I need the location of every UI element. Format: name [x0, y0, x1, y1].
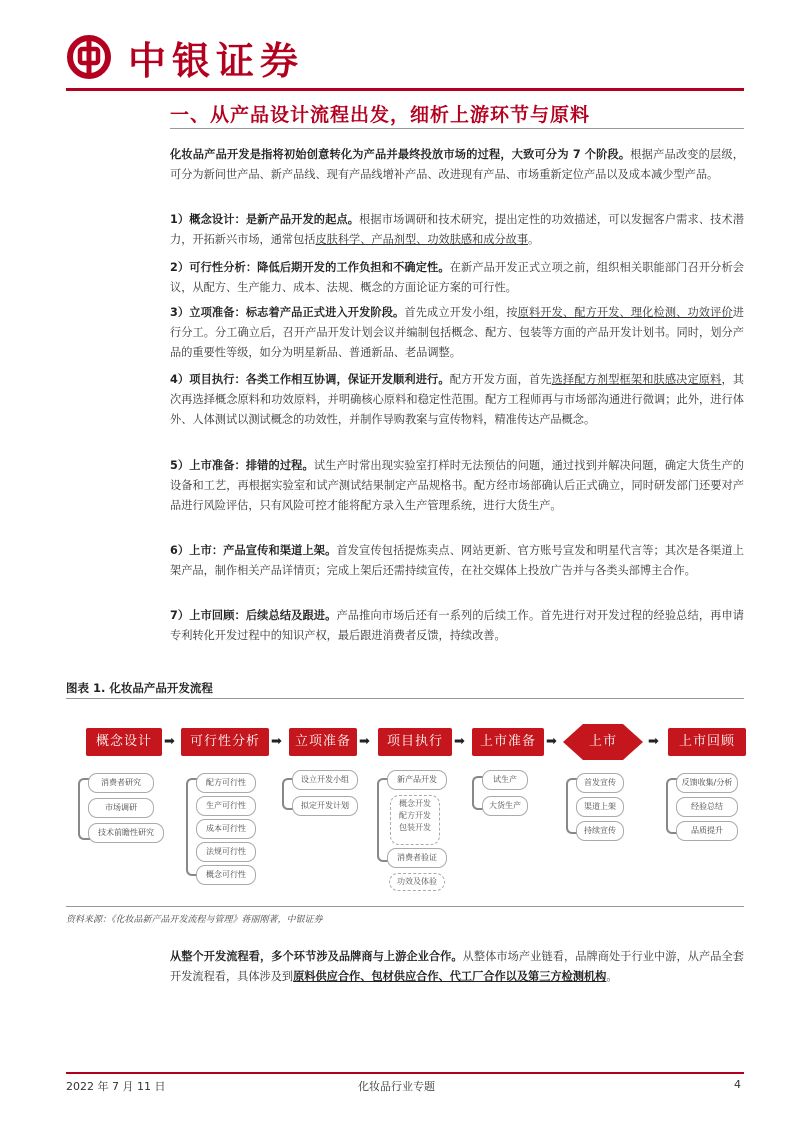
sub-item: 包装开发 [399, 823, 431, 832]
sub-item: 消费者研究 [88, 773, 154, 793]
sub-group-dashed [390, 795, 440, 845]
step-4-bold: 4）项目执行：各类工作相互协调，保证开发顺利进行。 [170, 373, 450, 386]
arrow-icon: ➡ [454, 734, 465, 749]
title-rule [170, 128, 744, 129]
step-7-text: 产品推向市场后还有一系列的后续工作。首先进行对开发过程的经验总结，再申请专利转化开发过程中的知识产权，最后跟进消费者反馈，持续改善。 [170, 609, 744, 642]
figure-bottom-rule [66, 906, 744, 907]
arrow-icon: ➡ [648, 734, 659, 749]
stage-feasibility: 可行性分析 [181, 728, 269, 756]
sub-item: 市场调研 [88, 798, 154, 818]
step-6-text: 首发宣传包括提炼卖点、网站更新、官方账号宣发和明星代言等；其次是各渠道上架产品，制作相关产品详情页；完成上架后还需持续宣传，在社交媒体上投放广告并与各类头部博主合作。 [170, 544, 744, 577]
sub-item: 成本可行性 [196, 819, 256, 839]
arrow-icon: ➡ [359, 734, 370, 749]
step-3-bold: 3）立项准备：标志着产品正式进入开发阶段。 [170, 306, 405, 319]
step-4-tail: ，其次再选择概念原料和功效原料，并明确核心原料和稳定性范围。配方工程师再与市场部沟通进行微调；此外，进行体外、人体测试以测试概念的功效性，并制作导购教案与宣传物料，精准传达产品概念。 [170, 373, 744, 426]
header-rule [66, 88, 744, 91]
closing-bold-underline: 原料供应合作、包材供应合作、代工厂合作以及第三方检测机构 [293, 970, 607, 983]
intro-paragraph [170, 145, 744, 185]
step-5 [170, 456, 744, 516]
step-2 [170, 258, 744, 298]
closing-tail: 。 [606, 970, 618, 983]
figure-title: 图表 1. 化妆品产品开发流程 [66, 681, 213, 695]
page-number: 4 [734, 1078, 741, 1091]
step-7 [170, 606, 744, 646]
footer-rule [66, 1072, 744, 1074]
sub-item: 首发宣传 [576, 773, 624, 793]
step-2-text: 在新产品开发正式立项之前，组织相关职能部门召开分析会议，从配方、生产能力、成本、法规、概念的方面论证方案的可行性。 [170, 261, 744, 294]
bank-of-china-logo-icon [66, 34, 112, 80]
section-title: 一、从产品设计流程出发，细析上游环节与原料 [170, 104, 591, 126]
step-3-tail: 进行分工。分工确立后，召开产品开发计划会议并编制包括概念、配方、包装等方面的产品开发计划书。同时，划分产品的重要性等级，如分为明星新品、普通新品、老品调整。 [170, 306, 744, 359]
stage-execution: 项目执行 [378, 728, 452, 756]
arrow-icon: ➡ [546, 734, 557, 749]
sub-item: 概念可行性 [196, 865, 256, 885]
footer-date: 2022 年 7 月 11 日 [66, 1080, 166, 1093]
step-3 [170, 303, 744, 363]
step-1-bold: 1）概念设计：是新产品开发的起点。 [170, 213, 360, 226]
arrow-icon: ➡ [271, 734, 282, 749]
closing-text: 从整体市场产业链看，品牌商处于行业中游，从产品全套开发流程看，具体涉及到 [170, 950, 744, 983]
stage-launch-prep: 上市准备 [472, 728, 544, 756]
sub-item: 技术前瞻性研究 [88, 823, 164, 843]
figure-top-rule [66, 698, 744, 699]
intro-text: 根据产品改变的层级，可分为新问世产品、新产品线、现有产品线增补产品、改进现有产品、市场重新定位产品以及成本减少型产品。 [170, 148, 744, 181]
sub-item: 消费者验证 [387, 848, 447, 868]
step-6-bold: 6）上市：产品宣传和渠道上架。 [170, 544, 337, 557]
closing-paragraph [170, 947, 744, 987]
page-header [0, 0, 793, 100]
sub-item: 试生产 [482, 770, 528, 790]
brand-name: 中银证券 [128, 38, 305, 83]
step-2-bold: 2）可行性分析：降低后期开发的工作负担和不确定性。 [170, 261, 450, 274]
sub-item: 反馈收集/分析 [676, 773, 738, 793]
sub-item: 渠道上架 [576, 797, 624, 817]
sub-item: 持续宣传 [576, 821, 624, 841]
sub-item: 拟定开发计划 [292, 796, 358, 816]
sub-item-dashed: 功效及体验 [389, 873, 445, 891]
sub-item: 经验总结 [676, 797, 738, 817]
step-1 [170, 210, 744, 250]
sub-item: 生产可行性 [196, 796, 256, 816]
sub-item: 新产品开发 [387, 770, 447, 790]
step-4-underline: 选择配方剂型框架和肤感决定原料 [551, 373, 722, 386]
sub-item: 配方可行性 [196, 773, 256, 793]
footer-title: 化妆品行业专题 [358, 1080, 435, 1093]
sub-item: 大货生产 [482, 796, 528, 816]
sub-item: 法规可行性 [196, 842, 256, 862]
sub-item: 概念开发 [399, 799, 431, 808]
step-4-text: 配方开发方面，首先 [449, 373, 552, 386]
closing-bold: 从整个开发流程看，多个环节涉及品牌商与上游企业合作。 [170, 950, 463, 963]
stage-review: 上市回顾 [668, 728, 746, 756]
bracket [377, 778, 389, 862]
intro-bold: 化妆品产品开发是指将初始创意转化为产品并最终投放市场的过程，大致可分为 7 个阶段。 [170, 148, 631, 161]
step-1-text: 根据市场调研和技术研究，提出定性的功效描述，可以发掘客户需求、技术潜力，开拓新兴市场，通常包括 [170, 213, 744, 246]
sub-item: 设立开发小组 [292, 770, 358, 790]
step-3-underline: 原料开发、配方开发、理化检测、功效评价 [517, 306, 733, 319]
stage-launch: 上市 [588, 734, 617, 749]
sub-item: 品质提升 [676, 821, 738, 841]
step-1-underline: 皮肤科学、产品剂型、功效肤感和成分故事 [315, 233, 529, 246]
stage-project-setup: 立项准备 [289, 728, 357, 756]
sub-item: 配方开发 [399, 811, 431, 820]
figure-source: 资料来源：《化妆品新产品开发流程与管理》蒋丽刚著，中银证券 [66, 915, 323, 925]
step-7-bold: 7）上市回顾：后续总结及跟进。 [170, 609, 337, 622]
step-3-text: 首先成立开发小组，按 [404, 306, 518, 319]
stage-concept-design: 概念设计 [86, 728, 162, 756]
step-4 [170, 370, 744, 430]
arrow-icon: ➡ [164, 734, 175, 749]
step-6 [170, 541, 744, 581]
step-1-tail: 。 [528, 233, 540, 246]
step-5-bold: 5）上市准备：排错的过程。 [170, 459, 314, 472]
step-5-text: 试生产时常出现实验室打样时无法预估的问题，通过找到并解决问题，确定大货生产的设备和工艺，再根据实验室和试产测试结果制定产品规格书。配方经市场部确认后正式确立，同时研发部门还要对产品进行风险评估，只有风险可控才能将配方录入生产管理系统，进行大货生产。 [170, 459, 744, 512]
